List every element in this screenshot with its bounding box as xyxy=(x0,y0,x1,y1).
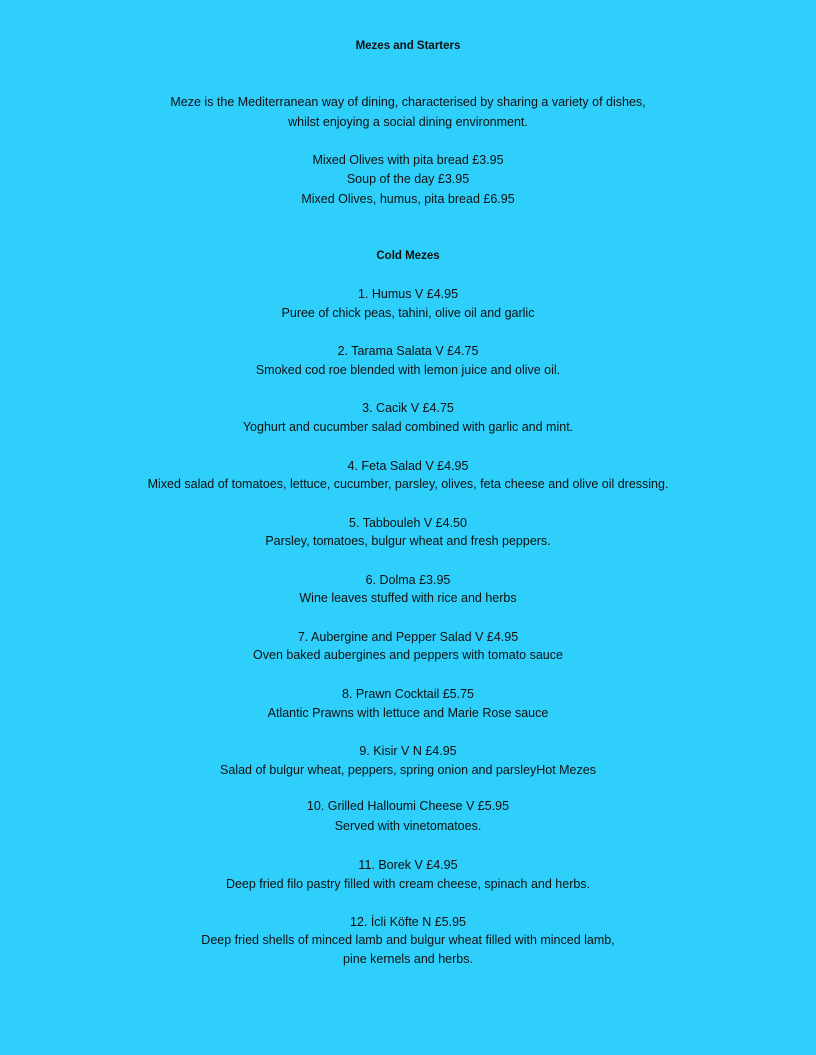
meze-name: 4. Feta Salad V £4.95 xyxy=(347,459,469,473)
page-title: Mezes and Starters xyxy=(355,40,461,52)
meze-description: Deep fried shells of minced lamb and bulgur wheat filled with minced lamb, xyxy=(201,933,615,947)
cold-mezes-heading: Cold Mezes xyxy=(376,250,440,262)
intro-line-1: Meze is the Mediterranean way of dining, characterised by sharing a variety of dishes, xyxy=(170,95,646,109)
starter-item: Mixed Olives, humus, pita bread £6.95 xyxy=(301,192,515,206)
meze-description: Mixed salad of tomatoes, lettuce, cucumber, parsley, olives, feta cheese and olive oil dressing. xyxy=(147,477,669,491)
meze-name: 9. Kisir V N £4.95 xyxy=(359,744,457,758)
meze-description: Served with vinetomatoes. xyxy=(334,819,482,833)
meze-name: 5. Tabbouleh V £4.50 xyxy=(349,516,467,530)
intro-line-2: whilst enjoying a social dining environment. xyxy=(288,115,528,129)
meze-name: 3. Cacik V £4.75 xyxy=(362,401,454,415)
meze-name: 12. İcli Köfte N £5.95 xyxy=(349,915,467,929)
meze-description: Atlantic Prawns with lettuce and Marie Rose sauce xyxy=(267,706,549,720)
meze-description: Salad of bulgur wheat, peppers, spring onion and parsleyHot Mezes xyxy=(220,763,596,777)
starter-item: Mixed Olives with pita bread £3.95 xyxy=(312,153,504,167)
meze-name: 11. Borek V £4.95 xyxy=(358,858,458,872)
meze-description-continued: pine kernels and herbs. xyxy=(343,952,473,966)
meze-description: Puree of chick peas, tahini, olive oil and garlic xyxy=(281,306,535,320)
meze-name: 2. Tarama Salata V £4.75 xyxy=(337,344,479,358)
meze-name: 6. Dolma £3.95 xyxy=(365,573,451,587)
meze-name: 8. Prawn Cocktail £5.75 xyxy=(341,687,474,701)
starter-item: Soup of the day £3.95 xyxy=(346,172,470,186)
meze-description: Yoghurt and cucumber salad combined with garlic and mint. xyxy=(242,420,574,434)
meze-description: Wine leaves stuffed with rice and herbs xyxy=(299,591,517,605)
meze-name: 1. Humus V £4.95 xyxy=(357,287,459,301)
meze-name: 7. Aubergine and Pepper Salad V £4.95 xyxy=(297,630,519,644)
meze-description: Deep fried filo pastry filled with cream cheese, spinach and herbs. xyxy=(225,877,591,891)
meze-description: Oven baked aubergines and peppers with tomato sauce xyxy=(253,648,563,662)
meze-description: Parsley, tomatoes, bulgur wheat and fresh peppers. xyxy=(265,534,551,548)
meze-description: Smoked cod roe blended with lemon juice and olive oil. xyxy=(255,363,561,377)
meze-name: 10. Grilled Halloumi Cheese V £5.95 xyxy=(306,799,510,813)
